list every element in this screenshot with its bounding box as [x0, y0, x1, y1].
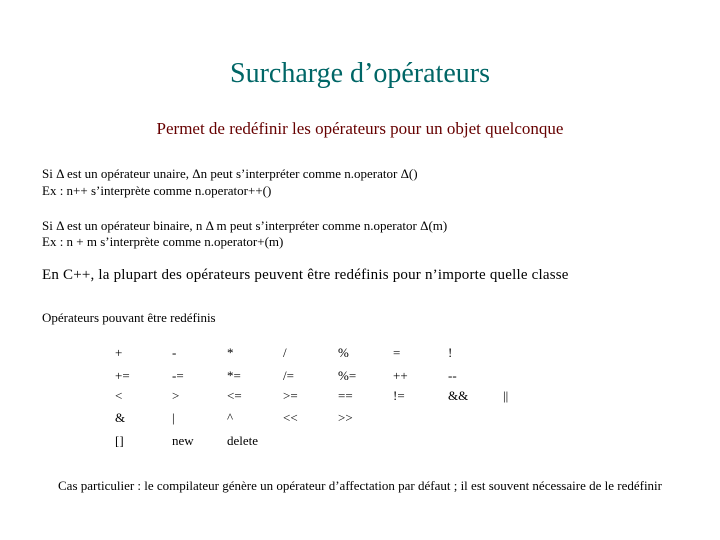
- operator-cell: %=: [338, 368, 357, 383]
- operator-cell: +: [115, 345, 123, 360]
- operator-cell: &: [115, 410, 126, 425]
- footer-note: Cas particulier : le compilateur génère un opérateur d’affectation par défaut ; il est souvent nécessaire de le redéfinir: [58, 478, 662, 493]
- operator-cell: delete: [227, 433, 259, 448]
- operators-heading: Opérateurs pouvant être redéfinis: [42, 310, 216, 325]
- operator-cell: %: [338, 345, 349, 360]
- slide-title: Surcharge d’opérateurs: [230, 58, 490, 89]
- unary-definition: Si Δ est un opérateur unaire, Δn peut s’interpréter comme n.operator Δ(): [42, 166, 418, 181]
- operator-cell: *=: [227, 368, 241, 383]
- operator-cell: -=: [172, 368, 184, 383]
- binary-example: Ex : n + m s’interprète comme n.operator+(m): [42, 234, 284, 249]
- operator-cell: <: [115, 388, 123, 403]
- operator-cell: []: [115, 433, 124, 448]
- operator-cell: >=: [283, 388, 298, 403]
- operator-cell: ||: [503, 388, 509, 403]
- operator-cell: |: [172, 410, 175, 425]
- unary-example: Ex : n++ s’interprète comme n.operator++(): [42, 183, 272, 198]
- operator-cell: new: [172, 433, 194, 448]
- operator-cell: --: [448, 368, 457, 383]
- operators-row: [0, 368, 720, 388]
- operator-cell: /=: [283, 368, 294, 383]
- operators-row: [0, 388, 720, 408]
- operators-row: [0, 345, 720, 365]
- operators-row: [0, 410, 720, 430]
- operator-cell: +=: [115, 368, 130, 383]
- operator-cell: >>: [338, 410, 353, 425]
- operator-cell: !=: [393, 388, 405, 403]
- operator-cell: &&: [448, 388, 469, 403]
- binary-definition: Si Δ est un opérateur binaire, n Δ m peut s’interpréter comme n.operator Δ(m): [42, 218, 448, 233]
- cpp-note: En C++, la plupart des opérateurs peuvent être redéfinis pour n’importe quelle classe: [42, 267, 569, 283]
- operator-cell: ++: [393, 368, 408, 383]
- operator-cell: /: [283, 345, 287, 360]
- operator-cell: <=: [227, 388, 242, 403]
- operators-row: [0, 433, 720, 453]
- slide-subtitle: Permet de redéfinir les opérateurs pour un objet quelconque: [156, 119, 564, 138]
- operator-cell: <<: [283, 410, 298, 425]
- operator-cell: *: [227, 345, 234, 360]
- operator-cell: ==: [338, 388, 353, 403]
- operator-cell: ^: [227, 410, 234, 425]
- operator-cell: >: [172, 388, 180, 403]
- operator-cell: !: [448, 345, 453, 360]
- operator-cell: =: [393, 345, 401, 360]
- operator-cell: -: [172, 345, 177, 360]
